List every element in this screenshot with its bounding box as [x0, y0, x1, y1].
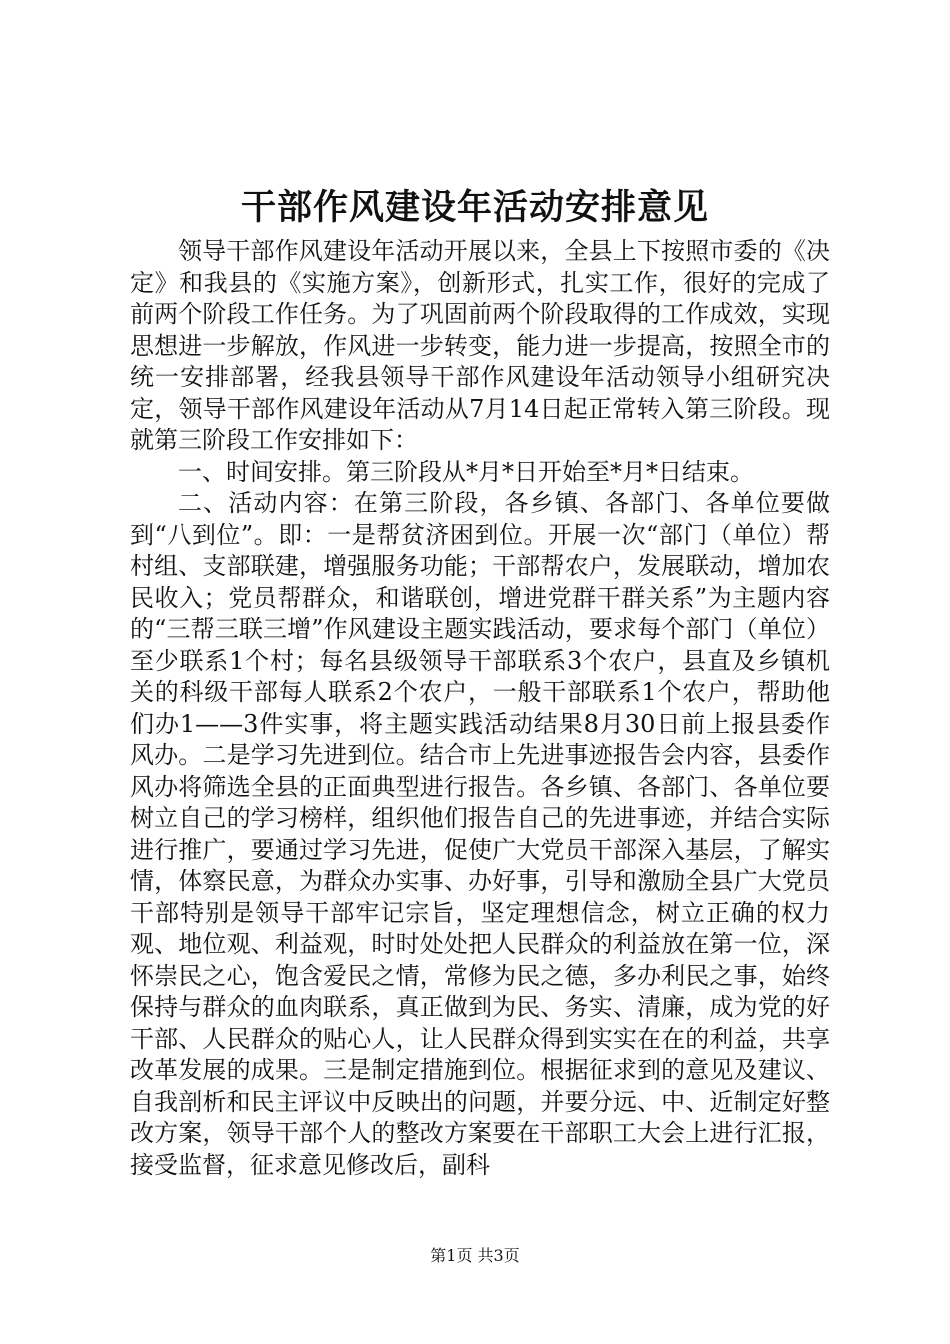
paragraph-activity-content: 二、活动内容：在第三阶段，各乡镇、各部门、各单位要做到“八到位”。即：一是帮贫济困到位。开展一次“部门（单位）帮村组、支部联建，增强服务功能；干部帮农户，发展联动，增加农民收入；党员帮群众，和谐联创，增进党群干群关系”为主题内容的“三帮三联三增”作风建设主题实践活动，要求每个部门（单位）至少联系1个村；每名县级领导干部联系3个农户，县直及乡镇机关的科级干部每人联系2个农户，一般干部联系1个农户，帮助他们办1——3件实事，将主题实践活动结果8月30日前上报县委作风办。二是学习先进到位。结合市上先进事迹报告会内容，县委作风办将筛选全县的正面典型进行报告。各乡镇、各部门、各单位要树立自己的学习榜样，组织他们报告自己的先进事迹，并结合实际进行推广，要通过学习先进，促使广大党员干部深入基层，了解实情，体察民意，为群众办实事、办好事，引导和激励全县广大党员干部特别是领导干部牢记宗旨，坚定理想信念，树立正确的权力观、地位观、利益观，时时处处把人民群众的利益放在第一位，深怀崇民之心，饱含爱民之情，常修为民之德，多办利民之事，始终保持与群众的血肉联系，真正做到为民、务实、清廉，成为党的好干部、人民群众的贴心人，让人民群众得到实实在在的利益，共享改革发展的成果。三是制定措施到位。根据征求到的意见及建议、自我剖析和民主评议中反映出的问题，并要分远、中、近制定好整改方案，领导干部个人的整改方案要在干部职工大会上进行汇报，接受监督，征求意见修改后，副科	[130, 489, 830, 1179]
paragraph-time-schedule: 一、时间安排。第三阶段从*月*日开始至*月*日结束。	[178, 457, 754, 486]
document-title: 干部作风建设年活动安排意见	[240, 187, 709, 228]
document-body	[130, 236, 830, 1181]
paragraph-intro: 领导干部作风建设年活动开展以来，全县上下按照市委的《决定》和我县的《实施方案》，创新形式，扎实工作，很好的完成了前两个阶段工作任务。为了巩固前两个阶段取得的工作成效，实现思想进一步解放，作风进一步转变，能力进一步提高，按照全市的统一安排部署，经我县领导干部作风建设年活动领导小组研究决定，领导干部作风建设年活动从7月14日起正常转入第三阶段。现就第三阶段工作安排如下：	[130, 237, 830, 454]
page-number-footer: 第1页 共3页	[430, 1246, 520, 1265]
